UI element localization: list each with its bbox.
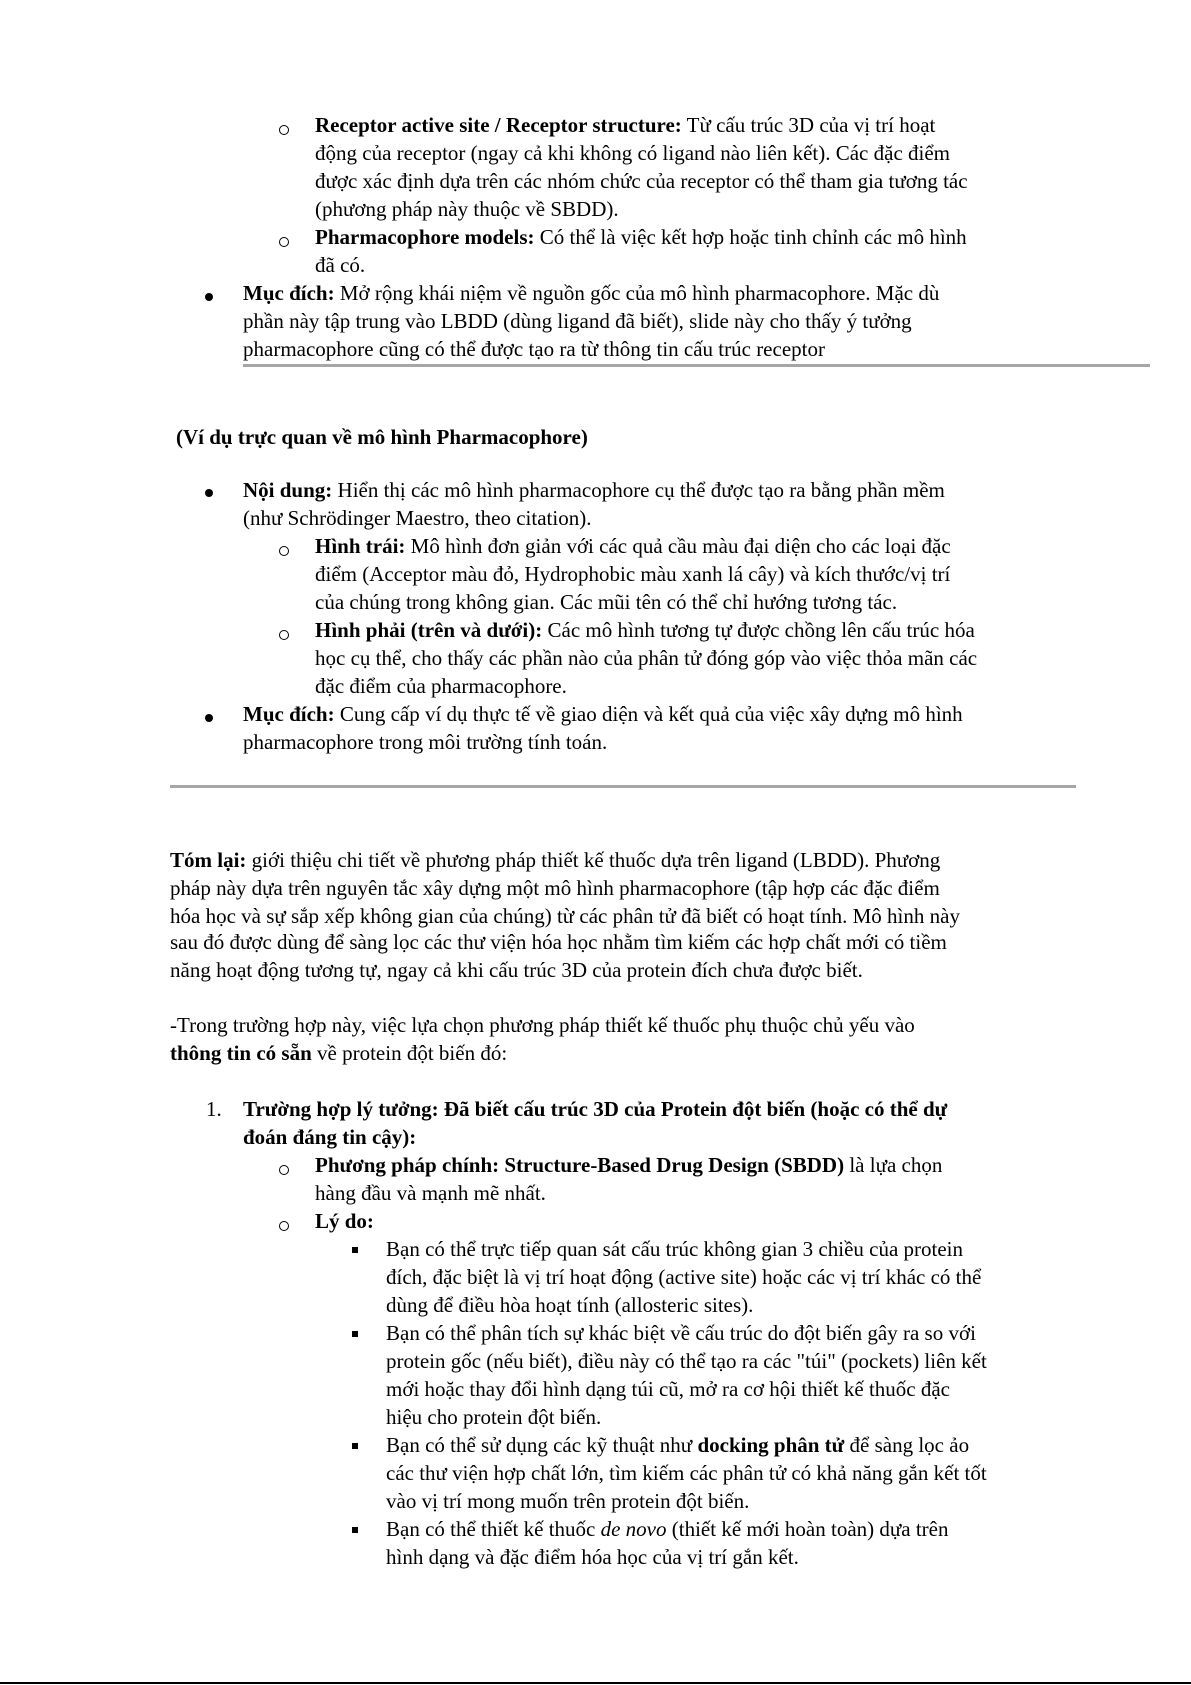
pharm-line-1: Pharmacophore models: Có thể là việc kết hợp hoặc tinh chỉnh các mô hình <box>315 225 967 249</box>
square-bullet <box>352 1443 358 1449</box>
purpose1-title: Mục đích: <box>243 281 335 305</box>
purpose1-line-2: phần này tập trung vào LBDD (dùng ligand đã biết), slide này cho thấy ý tưởng <box>243 309 912 333</box>
receptor-line-1: Receptor active site / Receptor structure: Từ cấu trúc 3D của vị trí hoạt <box>315 113 936 137</box>
left-fig-line-3: của chúng trong không gian. Các mũi tên có thể chỉ hướng tương tác. <box>315 590 898 614</box>
purpose2-line-2: pharmacophore trong môi trường tính toán. <box>243 730 608 754</box>
purpose1-line-3: pharmacophore cũng có thể được tạo ra từ thông tin cấu trúc receptor <box>243 337 825 361</box>
purpose1-line-1: Mục đích: Mở rộng khái niệm về nguồn gốc của mô hình pharmacophore. Mặc dù <box>243 281 940 305</box>
summary-line-2: pháp này dựa trên nguyên tắc xây dựng một mô hình pharmacophore (tập hợp các đặc điểm <box>170 876 940 900</box>
reason2-line-1: Bạn có thể phân tích sự khác biệt về cấu trúc do đột biến gây ra so với <box>386 1321 976 1345</box>
content-title: Nội dung: <box>243 478 333 502</box>
summary-line-4: sau đó được dùng để sàng lọc các thư viện hóa học nhằm tìm kiếm các hợp chất mới có tiềm <box>170 930 947 954</box>
pharm-title: Pharmacophore models: <box>315 225 535 249</box>
sub-bullet <box>279 1221 289 1231</box>
method-line-2: hàng đầu và mạnh mẽ nhất. <box>315 1181 546 1205</box>
sub-bullet <box>279 546 289 556</box>
reason3-line-3: vào vị trí mong muốn trên protein đột biến. <box>386 1489 750 1513</box>
receptor-line-4: (phương pháp này thuộc về SBDD). <box>315 197 619 221</box>
case-line-2: thông tin có sẵn về protein đột biến đó: <box>170 1041 508 1065</box>
reason1-line-2: đích, đặc biệt là vị trí hoạt động (active site) hoặc các vị trí khác có thể <box>386 1265 982 1289</box>
purpose2-title: Mục đích: <box>243 702 335 726</box>
list-number: 1. <box>206 1097 222 1121</box>
reason3-line-2: các thư viện hợp chất lớn, tìm kiếm các phân tử có khả năng gắn kết tốt <box>386 1461 987 1485</box>
content-line-1: Nội dung: Hiển thị các mô hình pharmacophore cụ thể được tạo ra bằng phần mềm <box>243 478 945 502</box>
ideal-title-line-2: đoán đáng tin cậy): <box>243 1125 417 1149</box>
reason1-line-3: dùng để điều hòa hoạt tính (allosteric sites). <box>386 1293 754 1317</box>
reason2-line-4: hiệu cho protein đột biến. <box>386 1405 602 1429</box>
reason4-line-1: Bạn có thể thiết kế thuốc de novo (thiết kế mới hoàn toàn) dựa trên <box>386 1517 949 1541</box>
left-fig-title: Hình trái: <box>315 534 406 558</box>
reason2-line-3: mới hoặc thay đổi hình dạng túi cũ, mở ra cơ hội thiết kế thuốc đặc <box>386 1377 951 1401</box>
method-line-1: Phương pháp chính: Structure-Based Drug Design (SBDD) là lựa chọn <box>315 1153 943 1177</box>
summary-title: Tóm lại: <box>170 848 247 872</box>
receptor-line-3: được xác định dựa trên các nhóm chức của receptor có thể tham gia tương tác <box>315 169 968 193</box>
bullet <box>205 714 213 722</box>
reason-title: Lý do: <box>315 1209 374 1233</box>
purpose2-line-1: Mục đích: Cung cấp ví dụ thực tế về giao diện và kết quả của việc xây dựng mô hình <box>243 702 963 726</box>
summary-line-1: Tóm lại: giới thiệu chi tiết về phương pháp thiết kế thuốc dựa trên ligand (LBDD). Phương <box>170 848 941 872</box>
sub-bullet <box>279 1165 289 1175</box>
reason3-line-1: Bạn có thể sử dụng các kỹ thuật như docking phân tử để sàng lọc ảo <box>386 1433 970 1457</box>
bullet <box>205 489 213 497</box>
section-heading: (Ví dụ trực quan về mô hình Pharmacophore) <box>176 425 588 449</box>
right-fig-title: Hình phải (trên và dưới): <box>315 618 543 642</box>
summary-line-5: năng hoạt động tương tự, ngay cả khi cấu trúc 3D của protein đích chưa được biết. <box>170 958 863 982</box>
divider <box>170 785 1076 788</box>
de-novo-term: de novo <box>600 1517 667 1541</box>
pharm-line-2: đã có. <box>315 253 366 277</box>
docking-term: docking phân tử <box>697 1433 845 1457</box>
case-line-1: -Trong trường hợp này, việc lựa chọn phương pháp thiết kế thuốc phụ thuộc chủ yếu vào <box>170 1013 915 1037</box>
sub-bullet <box>279 630 289 640</box>
right-fig-line-3: đặc điểm của pharmacophore. <box>315 674 567 698</box>
sub-bullet <box>279 237 289 247</box>
case-bold: thông tin có sẵn <box>170 1041 312 1065</box>
summary-line-3: hóa học và sự sắp xếp không gian của chúng) từ các phân tử đã biết có hoạt tính. Mô hình này <box>170 904 960 928</box>
method-title: Phương pháp chính: Structure-Based Drug Design (SBDD) <box>315 1153 845 1177</box>
square-bullet <box>352 1331 358 1337</box>
right-fig-line-1: Hình phải (trên và dưới): Các mô hình tương tự được chồng lên cấu trúc hóa <box>315 618 975 642</box>
content-line-2: (như Schrödinger Maestro, theo citation). <box>243 506 592 530</box>
left-fig-line-1: Hình trái: Mô hình đơn giản với các quả cầu màu đại diện cho các loại đặc <box>315 534 951 558</box>
square-bullet <box>352 1247 358 1253</box>
reason1-line-1: Bạn có thể trực tiếp quan sát cấu trúc không gian 3 chiều của protein <box>386 1237 964 1261</box>
right-fig-line-2: học cụ thể, cho thấy các phần nào của phân tử đóng góp vào việc thỏa mãn các <box>315 646 978 670</box>
page-bottom-rule <box>0 1682 1191 1684</box>
left-fig-line-2: điểm (Acceptor màu đỏ, Hydrophobic màu xanh lá cây) và kích thước/vị trí <box>315 562 951 586</box>
sub-bullet <box>279 125 289 135</box>
reason2-line-2: protein gốc (nếu biết), điều này có thể tạo ra các "túi" (pockets) liên kết <box>386 1349 987 1373</box>
ideal-title-line-1: Trường hợp lý tưởng: Đã biết cấu trúc 3D của Protein đột biến (hoặc có thể dự <box>243 1097 948 1121</box>
reason4-line-2: hình dạng và đặc điểm hóa học của vị trí gắn kết. <box>386 1545 799 1569</box>
receptor-line-2: động của receptor (ngay cả khi không có ligand nào liên kết). Các đặc điểm <box>315 141 951 165</box>
divider <box>243 364 1150 367</box>
receptor-title: Receptor active site / Receptor structure: <box>315 113 682 137</box>
bullet <box>205 293 213 301</box>
square-bullet <box>352 1527 358 1533</box>
